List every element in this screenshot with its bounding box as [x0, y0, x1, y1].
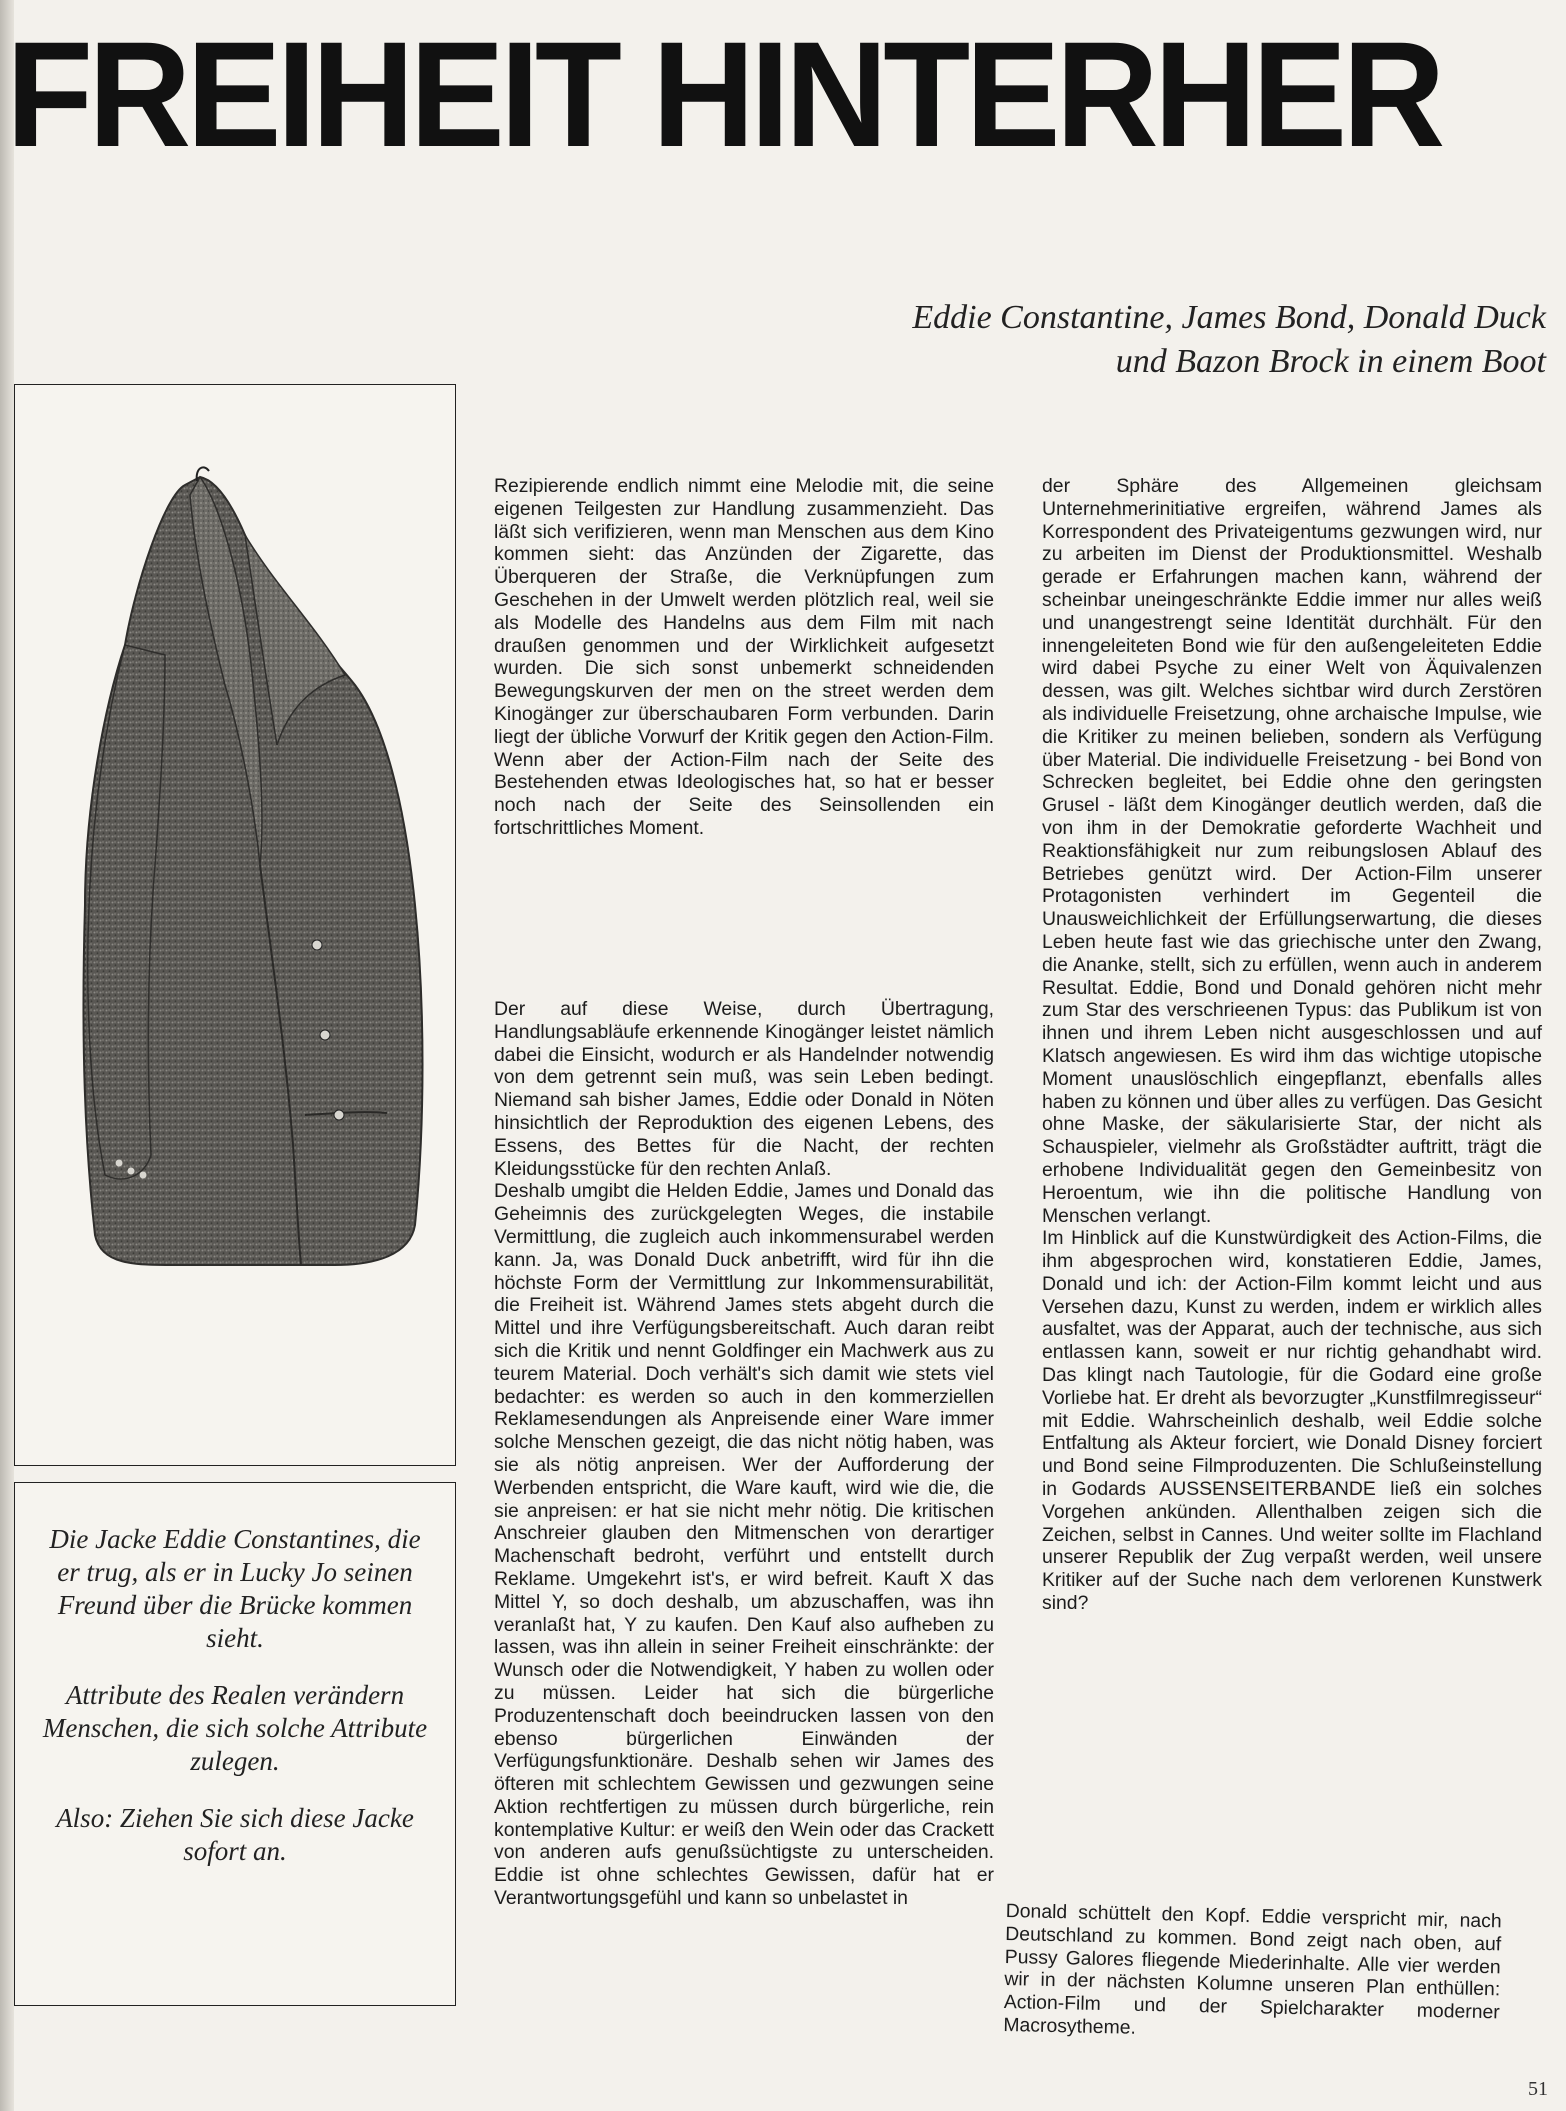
caption-box: [14, 1482, 456, 2006]
jacket-photo: [15, 385, 455, 1465]
jacket-photo-frame: [14, 384, 456, 1466]
article-column-2-bottom: [1003, 1900, 1502, 2047]
subtitle: [646, 296, 1546, 384]
article-column-1-bottom: [494, 998, 994, 1910]
article-column-1-top: [494, 475, 994, 840]
caption-paragraph-2: Attribute des Realen verändern Menschen, die sich solche Attribute zulegen.: [42, 1680, 428, 1776]
subtitle-line-1: Eddie Constantine, James Bond, Donald Duck: [912, 299, 1546, 336]
page-number: 51: [1528, 2078, 1548, 2100]
column2-paragraph-3: Donald schüttelt den Kopf. Eddie verspricht mir, nach Deutschland zu kommen. Bond zeigt nach oben, auf Pussy Galores fliegende Miederinhalte. Alle vier werden wir in der nächsten Kolumne unseren Plan enthüllen: Action-Film und der Spielcharakter moderner Macrosytheme.: [1003, 1900, 1502, 2039]
column2-paragraph-2: Im Hinblick auf die Kunstwürdigkeit des Action-Films, die ihm abgesprochen wird, konstatieren Eddie, James, Donald und ich: der Action-Film kommt leicht und aus Versehen dazu, Kunst zu werden, indem er wirklich alles ausfaltet, was der Apparat, auch der technische, aus sich entlassen kann, soweit er nur richtig gehandhabt wird. Das klingt nach Tautologie, für die Godard eine große Vorliebe hat. Er dreht als bevorzugter „Kunstfilmregisseur“ mit Eddie. Wahrscheinlich deshalb, weil Eddie solche Entfaltung als Akteur forciert, wie Donald Disney forciert und Bond seine Filmproduzenten. Die Schlußeinstellung in Godards AUSSENSEITERBANDE ließ ein solches Vorgehen ankünden. Allenthalben zeigen sich die Zeichen, selbst in Cannes. Und weiter sollte im Flachland unserer Republik der Zug verpaßt werden, weil unsere Kritiker auf der Suche nach dem verlorenen Kunstwerk sind?: [1042, 1227, 1542, 1615]
caption-text: [35, 1523, 435, 1892]
column1-paragraph-1: Rezipierende endlich nimmt eine Melodie mit, die seine eigenen Teilgesten zur Handlung zusammenzieht. Das läßt sich verifizieren, wenn man Menschen aus dem Kino kommen sieht: das Anzünden der Zigarette, das Überqueren der Straße, die Verknüpfungen zum Geschehen in der Umwelt werden plötzlich real, weil sie als Modelle des Handelns aus dem Film mit nach draußen genommen und der Wirklichkeit aufgesetzt wurden. Die sich sonst unbemerkt schneidenden Bewegungskurven der men on the street werden dem Kinogänger zur überschaubaren Form verbunden. Darin liegt der übliche Vorwurf der Kritik gegen den Action-Film. Wenn aber der Action-Film nach der Seite des Bestehenden etwas Ideologisches hat, so hat er besser noch nach der Seite des Seinsollenden ein fortschrittliches Moment.: [494, 475, 994, 839]
headline: FREIHEIT HINTERHER: [6, 10, 1441, 178]
caption-paragraph-3: Also: Ziehen Sie sich diese Jacke sofort an.: [56, 1803, 414, 1866]
subtitle-line-2: und Bazon Brock in einem Boot: [1115, 343, 1546, 380]
article-column-2-top: [1042, 475, 1542, 1615]
column1-paragraph-3: Deshalb umgibt die Helden Eddie, James und Donald das Geheimnis des zurückgelegten Weges, die instabile Vermittlung, die zugleich auch inkommensurabel werden kann. Ja, was Donald Duck anbetrifft, wird für ihn die höchste Form der Vermittlung zur Inkommensurabilität, die Freiheit ist. Während James stets abgeht durch die Mittel und ihre Verfügungsbereitschaft. Auch daran reibt sich die Kritik und nennt Goldfinger ein Machwerk aus zu teurem Material. Doch verhält's sich damit wie stets viel bedachter: es werden so auch in den kommerziellen Reklamesendungen als Anpreisende einer Ware immer solche Menschen gezeigt, die das nicht nötig haben, was sie als nötig anpreisen. Wer der Aufforderung der Werbenden entspricht, die Ware kauft, wird wie die, die sie anpreisen: er hat sie nicht mehr nötig. Die kritischen Anschreier glauben den Mitmenschen von derartiger Machenschaft bedroht, verführt und entstellt durch Reklame. Umgekehrt ist's, er wird befreit. Kauft X das Mittel Y, so doch deshalb, um abzuschaffen, was ihn veranlaßt hat, Y zu kaufen. Den Kauf also aufheben zu lassen, was ihn allein in seiner Freiheit einschränkte: der Wunsch oder die Notwendigkeit, Y haben zu wollen oder zu müssen. Leider hat sich die bürgerliche Produzentenschaft doch beeindrucken lassen von den ebenso bürgerlichen Einwänden der Verfügungsfunktionäre. Deshalb sehen wir James des öfteren mit schlechtem Gewissen und gezwungen seine Aktion rechtfertigen zu müssen durch bürgerliche, rein kontemplative Kultur: er weiß den Wein oder das Crackett von anderen aufs genußsüchtigste zu unterscheiden. Eddie ist ohne schlechtes Gewissen, dafür hat er Verantwortungsgefühl und kann so unbelastet in: [494, 1180, 994, 1910]
column2-paragraph-1: der Sphäre des Allgemeinen gleichsam Unternehmerinitiative ergreifen, während James als Korrespondent des Privateigentums gezwungen wird, nur zu arbeiten im Dienst der Produktionsmittel. Weshalb gerade er Erfahrungen machen kann, während der scheinbar uneingeschränkte Eddie immer nur alles weiß und unangestrengt seine Identität durchhält. Für den innengeleiteten Bond wie für den außengeleiteten Eddie wird dabei Psyche zu einer Welt von Äquivalenzen dessen, was gilt. Welches sichtbar wird durch Zerstören als individuelle Freisetzung, ohne archaische Impulse, wie die Kritiker zu meinen belieben, sondern als Verfügung über Material. Die individuelle Freisetzung - bei Bond von Schrecken begleitet, bei Eddie ohne den geringsten Grusel - läßt dem Kinogänger deutlich werden, daß die von ihm in der Demokratie geforderte Wachheit und Reaktionsfähigkeit nur zum reibungslosen Ablauf des Betriebes genützt wird. Der Action-Film unserer Protagonisten verhindert im Gegenteil die Unausweichlichkeit der Erfüllungserwartung, die dieses Leben heute fast wie das griechische unter den Zwang, die Ananke, stellt, sich zu erfüllen, wenn auch in anderem Resultat. Eddie, Bond und Donald gehören nicht mehr zum Star des verschrieenen Typus: das Publikum ist von ihnen und ihrem Leben nicht ausgeschlossen und auf Klatsch angewiesen. Es wird ihm das wichtige utopische Moment unauslöschlich eingepflanzt, ebenfalls alles haben zu können und über alles zu verfügen. Das Gesicht ohne Maske, der säkularisierte Star, der nicht als Schauspieler, vielmehr als Großstädter auftritt, trägt die erhobene Individualität gegen den Gemeinbesitz von Heroentum, wie ihn die politische Handlung von Menschen verlangt.: [1042, 475, 1542, 1227]
column1-paragraph-2: Der auf diese Weise, durch Übertragung, Handlungsabläufe erkennende Kinogänger leistet nämlich dabei die Einsicht, wodurch er als Handelnder notwendig von dem getrennt sein muß, was sein Leben bedingt. Niemand sah bisher James, Eddie oder Donald in Nöten hinsichtlich der Reproduktion des eigenen Lebens, des Essens, des Bettes für die Nacht, der rechten Kleidungsstücke für den rechten Anlaß.: [494, 998, 994, 1180]
caption-paragraph-1: Die Jacke Eddie Constantines, die er trug, als er in Lucky Jo seinen Freund über die Brücke kommen sieht.: [49, 1524, 421, 1653]
page-gutter-shadow: [0, 0, 14, 2111]
